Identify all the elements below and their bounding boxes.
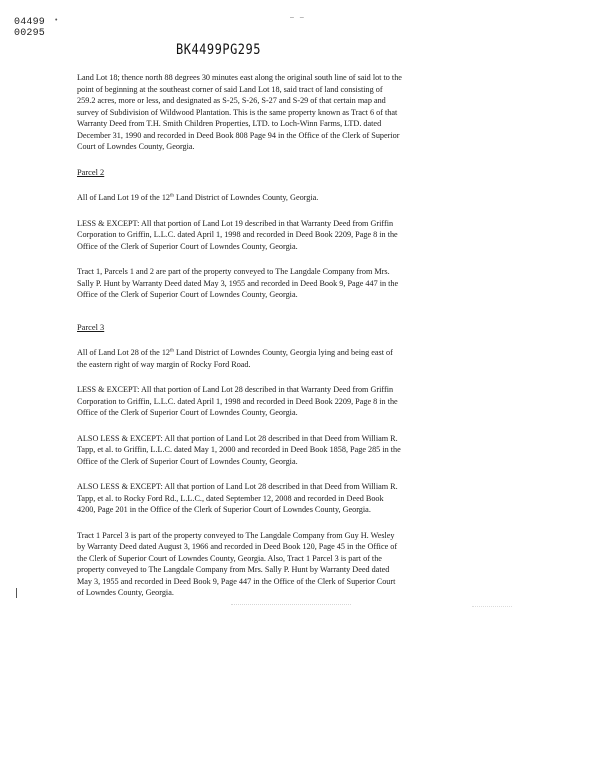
parcel-3-less-except: LESS & EXCEPT: All that portion of Land Lot 28 described in that Warranty Deed from Griffin Corporation to Griffin, L.L.C. dated April 1, 1998 and recorded in Deed Book 2209, Page 8 in the Office of the Clerk of Superior Court of Lowndes County, Georgia. [77, 385, 398, 417]
parcel-3-tract-note: Tract 1 Parcel 3 is part of the property conveyed to The Langdale Company from Guy H. Wesley by Warranty Deed dated August 3, 1966 and recorded in Deed Book 120, Page 45 in the Office of the Clerk of Superior Court of Lowndes County, Georgia. Also, Tract 1 Parcel 3 is part of the property conveyed to The Langdale Company from Mrs. Sally P. Hunt by Warranty Deed dated May 3, 1955 and recorded in Deed Book 9, Page 447 in the Office of the Clerk of Superior Court of Lowndes County, Georgia. [77, 530, 398, 597]
scan-artifact: – – [290, 14, 306, 21]
stamp-number-2: 00295 [14, 28, 46, 39]
parcel-3-description [77, 347, 403, 370]
margin-mark [16, 588, 17, 598]
intro-paragraph: Land Lot 18; thence north 88 degrees 30 minutes east along the original south line of said lot to the point of beginning at the southeast corner of said Land Lot 18, said tract of land consisting of 259.2 acres, more or less, and designated as S-25, S-26, S-27 and S-29 of that certain map and survey of Subdivision of Wildwood Plantation. This is the same property known as Tract 6 of that Warranty Deed from T.H. Smith Children Properties, LTD. to Loch-Winn Farms, LTD. dated December 31, 1990 and recorded in Deed Book 808 Page 94 in the Office of the Clerk of Superior Court of Lowndes County, Georgia. [77, 73, 402, 151]
parcel-2-line-post: Land District of Lowndes County, Georgia. [173, 193, 319, 202]
stamp-number-1: 04499 [14, 17, 46, 28]
parcel-3-ordinal: th [170, 348, 174, 354]
parcel-2-tract-note: Tract 1, Parcels 1 and 2 are part of the property conveyed to The Langdale Company from Mrs. Sally P. Hunt by Warranty Deed dated May 3, 1955 and recorded in Deed Book 9, Page 447 in the Office of the Clerk of Superior Court of Lowndes County, Georgia. [77, 267, 399, 299]
scan-mark: • [55, 17, 58, 24]
parcel-3-also-less-except-2: ALSO LESS & EXCEPT: All that portion of Land Lot 28 described in that Deed from William R. Tapp, et al. to Rocky Ford Rd., L.L.C., dated September 12, 2008 and recorded in Deed Book 4200, Page 201 in the Office of the Clerk of Superior Court of Lowndes County, Georgia. [77, 482, 398, 514]
parcel-2-heading: Parcel 2 [77, 167, 105, 177]
book-page-reference: BK4499PG295 [176, 41, 261, 58]
parcel-2-ordinal: th [170, 193, 174, 199]
scan-artifact-line [231, 604, 351, 606]
record-stamp [14, 17, 45, 39]
legal-description [77, 72, 403, 599]
parcel-3-also-less-except-1: ALSO LESS & EXCEPT: All that portion of Land Lot 28 described in that Deed from William R. Tapp, et al. to Griffin, L.L.C. dated May 1, 2000 and recorded in Deed Book 1858, Page 285 in the Office of the Clerk of Superior Court of Lowndes County, Georgia. [77, 433, 401, 466]
parcel-3-heading: Parcel 3 [77, 322, 105, 332]
scan-artifact-line [472, 606, 512, 608]
parcel-2-description [77, 192, 403, 204]
parcel-3-line-post: Land District of Lowndes County, Georgia lying and being east of the eastern right of way margin of Rocky Ford Road. [77, 348, 393, 369]
parcel-3-line-pre: All of Land Lot 28 of the 12 [77, 348, 171, 357]
parcel-2-line-pre: All of Land Lot 19 of the 12 [77, 193, 171, 202]
parcel-2-less-except: LESS & EXCEPT: All that portion of Land Lot 19 described in that Warranty Deed from Griffin Corporation to Griffin, L.L.C. dated April 1, 1998 and recorded in Deed Book 2209, Page 8 in the Office of the Clerk of Superior Court of Lowndes County, Georgia. [77, 218, 398, 251]
